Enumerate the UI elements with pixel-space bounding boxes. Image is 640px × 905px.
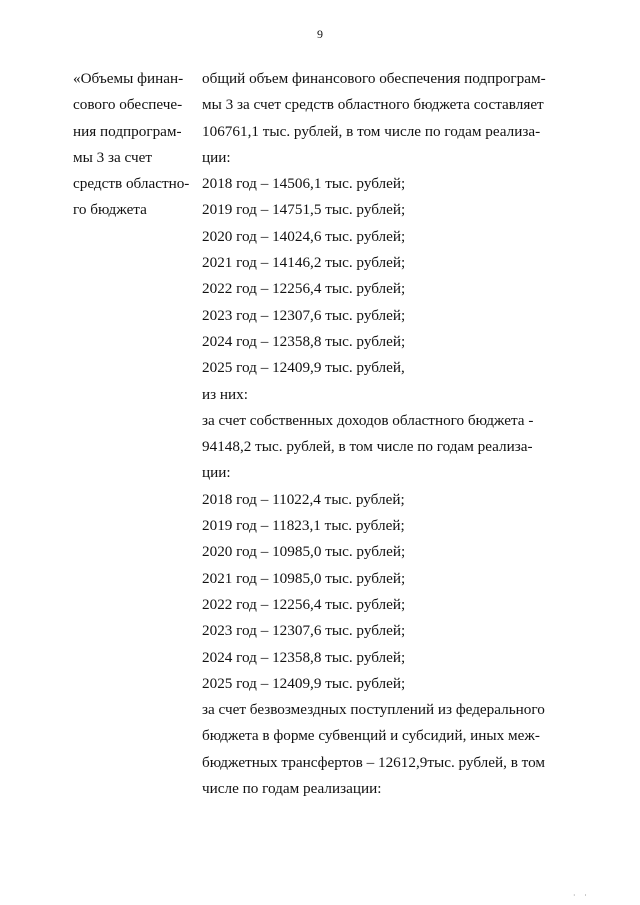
body-line: 2024 год – 12358,8 тыс. рублей; [202,648,406,666]
left-line: мы 3 за счет [73,148,152,166]
body-line: ции: [202,148,231,166]
page-number: 9 [317,27,323,41]
body-line: 2024 год – 12358,8 тыс. рублей; [202,332,406,350]
left-line: го бюджета [73,201,147,219]
body-line: 2025 год – 12409,9 тыс. рублей; [202,674,406,692]
body-line: общий объем финансового обеспечения подпрограм- [202,70,546,87]
body-line: 2018 год – 11022,4 тыс. рублей; [202,490,405,508]
scan-corner-marks: ˙ ˙ [572,893,590,903]
body-line: 2022 год – 12256,4 тыс. рублей; [202,280,406,298]
body-line: из них: [202,385,248,403]
body-line: 2018 год – 14506,1 тыс. рублей; [202,175,406,193]
body-line: бюджета в форме субвенций и субсидий, иных меж- [202,727,540,745]
body-line: 2023 год – 12307,6 тыс. рублей; [202,306,406,324]
left-line: ния подпрограм- [73,122,182,140]
body-line: 2019 год – 14751,5 тыс. рублей; [202,201,406,219]
body-line: 2019 год – 11823,1 тыс. рублей; [202,517,405,535]
body-line: бюджетных трансфертов – 12612,9тыс. рублей, в том [202,753,546,771]
body-line: 106761,1 тыс. рублей, в том числе по годам реализа- [202,122,541,140]
left-column-label [73,66,193,224]
body-line: числе по годам реализации: [202,780,382,798]
body-line: 2025 год – 12409,9 тыс. рублей, [202,359,405,377]
body-line: 2020 год – 10985,0 тыс. рублей; [202,543,406,561]
left-line: «Объемы финан- [73,70,184,87]
body-line: 2022 год – 12256,4 тыс. рублей; [202,595,406,613]
body-line: ции: [202,464,231,482]
body-line: 2023 год – 12307,6 тыс. рублей; [202,622,406,640]
body-line: за счет безвозмездных поступлений из федерального [202,701,545,719]
body-line: мы 3 за счет средств областного бюджета составляет [202,96,544,114]
body-line: 2021 год – 10985,0 тыс. рублей; [202,569,406,587]
body-line: за счет собственных доходов областного бюджета - [202,411,534,429]
body-line: 94148,2 тыс. рублей, в том числе по годам реализа- [202,438,533,456]
body-line: 2020 год – 14024,6 тыс. рублей; [202,227,406,245]
body-line: 2021 год – 14146,2 тыс. рублей; [202,254,406,272]
left-line: средств областно- [73,175,190,193]
right-column-text [202,66,562,802]
left-line: сового обеспече- [73,96,183,114]
